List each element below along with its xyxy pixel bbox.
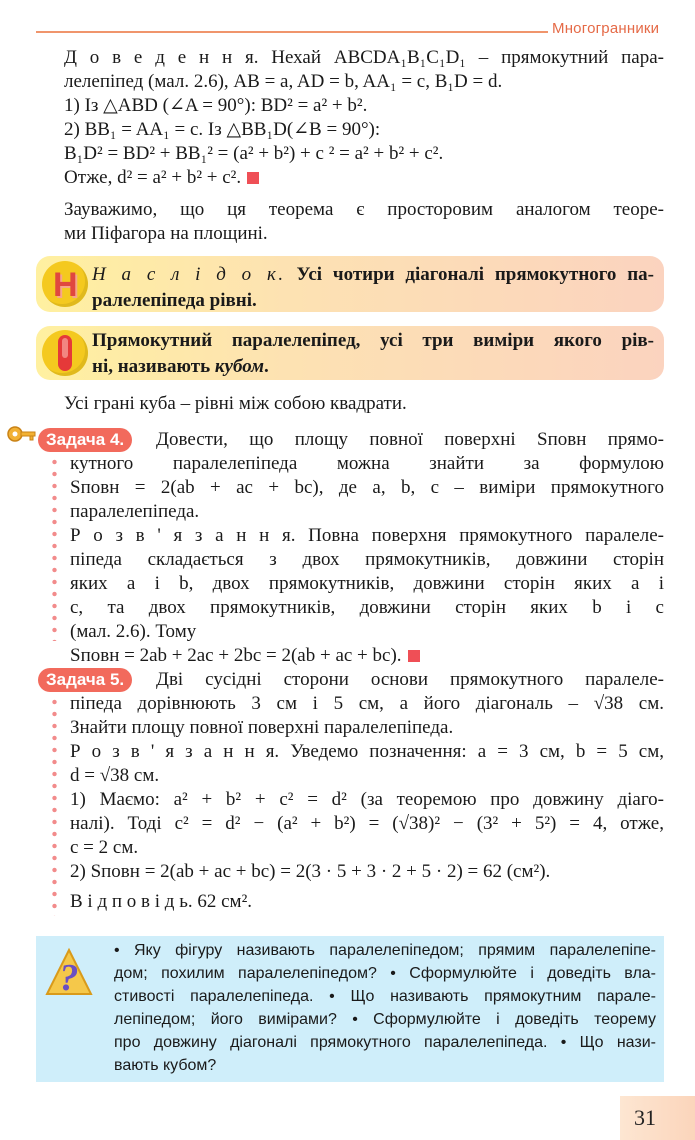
remark-block [64, 198, 664, 246]
qed-square-icon [247, 172, 259, 184]
exclamation-icon [42, 330, 88, 376]
key-icon [6, 424, 36, 444]
task-4-statement: Довести, що площу повної поверхні Sповн прямо- [156, 429, 664, 450]
definition-callout [36, 326, 664, 380]
corollary-callout [36, 256, 664, 312]
proof-line: B₁D² = BD² + BB₁² = (a² + b²) + c ² = a² + b² + c². [64, 143, 444, 164]
chapter-title: Многогранники [552, 20, 660, 37]
task-4-dots [52, 456, 57, 641]
review-questions-box [36, 936, 664, 1082]
task-5-tag: Задача 5. [38, 668, 132, 692]
proof-line: Д о в е д е н н я. Нехай ABCDA₁B₁C₁D₁ – прямокутний пара- [64, 47, 664, 68]
task-5-dots [52, 696, 57, 916]
task-5-body: піпеда дорівнюють 3 см і 5 см, а його діагональ – √38 см. Знайти площу повної поверхні паралелепіпеда. Р о з в ' я з а н н я. Уведемо позначення: a = 3 см, b = 5 см, d = √38 см. 1) Маємо: a² + b² + c² = d² (за теоремою про довжину діаго- налі). Тоді c² = d² − (a² + b²) = (√38)² − (3² + 5²) = 4, отже, c = 2 см. 2) Sповн = 2(ab + ac + bc) = 2(3 · 5 + 3 · 2 + 5 · 2) = 62 (см²). В і д п о в і д ь. 62 см². [70, 693, 664, 912]
header-rule [36, 31, 548, 33]
page-number: 31 [634, 1105, 656, 1130]
page-number-box [620, 1096, 695, 1140]
corollary-n-icon: Н [42, 261, 88, 307]
task-5-statement: Дві сусідні сторони основи прямокутного паралеле- [156, 669, 664, 690]
review-questions-text: • Яку фігуру називають паралелепіпедом; прямим паралелепіпе- дом; похилим паралелепіпедом? • Сформулюйте і доведіть вла- стивості паралелепіпеда. • Що називають прямокутним парале- лепіпедом; його вимірами? • Сформулюйте і доведіть теорему про довжину діагоналі прямокутного паралелепіпеда. • Що нази- вають кубом? [114, 942, 656, 1074]
corollary-text: Н а с л і д о к. Усі чотири діагоналі прямокутного па- ралелепіпеда рівні. [92, 264, 655, 311]
defined-term: кубом [214, 356, 265, 377]
svg-text:?: ? [59, 957, 79, 999]
question-mark-icon [44, 946, 94, 1000]
proof-block [64, 46, 664, 190]
task-5-answer: В і д п о в і д ь. 62 см². [70, 891, 253, 912]
proof-conclusion: Отже, d² = a² + b² + c². [64, 166, 664, 190]
proof-line: 1) Із △ABD (∠A = 90°): BD² = a² + b². [64, 95, 368, 116]
proof-line: 2) BB₁ = AA₁ = c. Із △BB₁D(∠B = 90°): [64, 119, 381, 140]
definition-text: Прямокутний паралелепіпед, усі три виміри якого рів- ні, називають кубом. [92, 330, 654, 377]
cube-note: Усі грані куба – рівні між собою квадрати. [64, 393, 407, 414]
proof-line: лелепіпед (мал. 2.6), AB = a, AD = b, AA₁ = c, B₁D = d. [64, 71, 503, 92]
task-4-tag: Задача 4. [38, 428, 132, 452]
qed-square-icon [408, 650, 420, 662]
remark-line: ми Піфагора на площині. [64, 223, 268, 244]
task-4-result: Sповн = 2ab + 2ac + 2bc = 2(ab + ac + bc). [70, 644, 664, 668]
corollary-label: Н а с л і д о к. [92, 264, 286, 285]
remark-line: Зауважимо, що ця теорема є просторовим аналогом теоре- [64, 199, 664, 220]
task-4-body: кутного паралелепіпеда можна знайти за формулою Sповн = 2(ab + ac + bc), де a, b, c – виміри прямокутного паралелепіпеда. Р о з в ' я з а н н я. Повна поверхня прямокутного паралеле- піпеда складається з двох прямокутників, довжини сторін яких a і b, двох прямокутників, довжини сторін яких a і c, та двох прямокутників, довжини сторін яких b і c (мал. 2.6). Тому Sповн = 2ab + 2ac + 2bc = 2(ab + ac + bc). [70, 453, 664, 666]
